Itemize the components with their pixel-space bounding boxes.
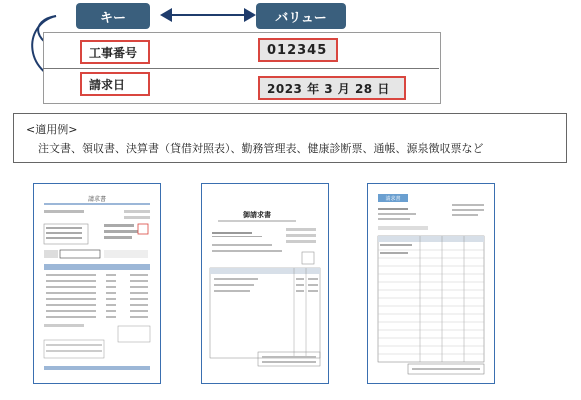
value-header: バリュー [256,3,346,29]
examples-text: 注文書、領収書、決算書（貸借対照表）、勤務管理表、健康診断票、通帳、源泉徴収票など [38,142,484,155]
value-field-construction-number: 012345 [258,38,338,62]
doc-title: 請求書 [385,196,401,202]
invoice-thumbnail-2 [201,183,329,384]
key-header: キー [76,3,150,29]
invoice-thumbnail-1 [33,183,161,384]
invoice-thumbnail-3 [367,183,495,384]
double-arrow-icon [160,6,256,24]
panel-divider [43,68,439,69]
key-field-billing-date: 請求日 [80,72,150,96]
doc-title: 請求書 [87,196,107,203]
examples-box [13,113,567,163]
examples-title: <適用例> [26,123,78,136]
value-field-billing-date: 2023 年 3 月 28 日 [258,76,406,100]
doc-title: 御請求書 [243,211,271,219]
key-field-construction-number: 工事番号 [80,40,150,64]
